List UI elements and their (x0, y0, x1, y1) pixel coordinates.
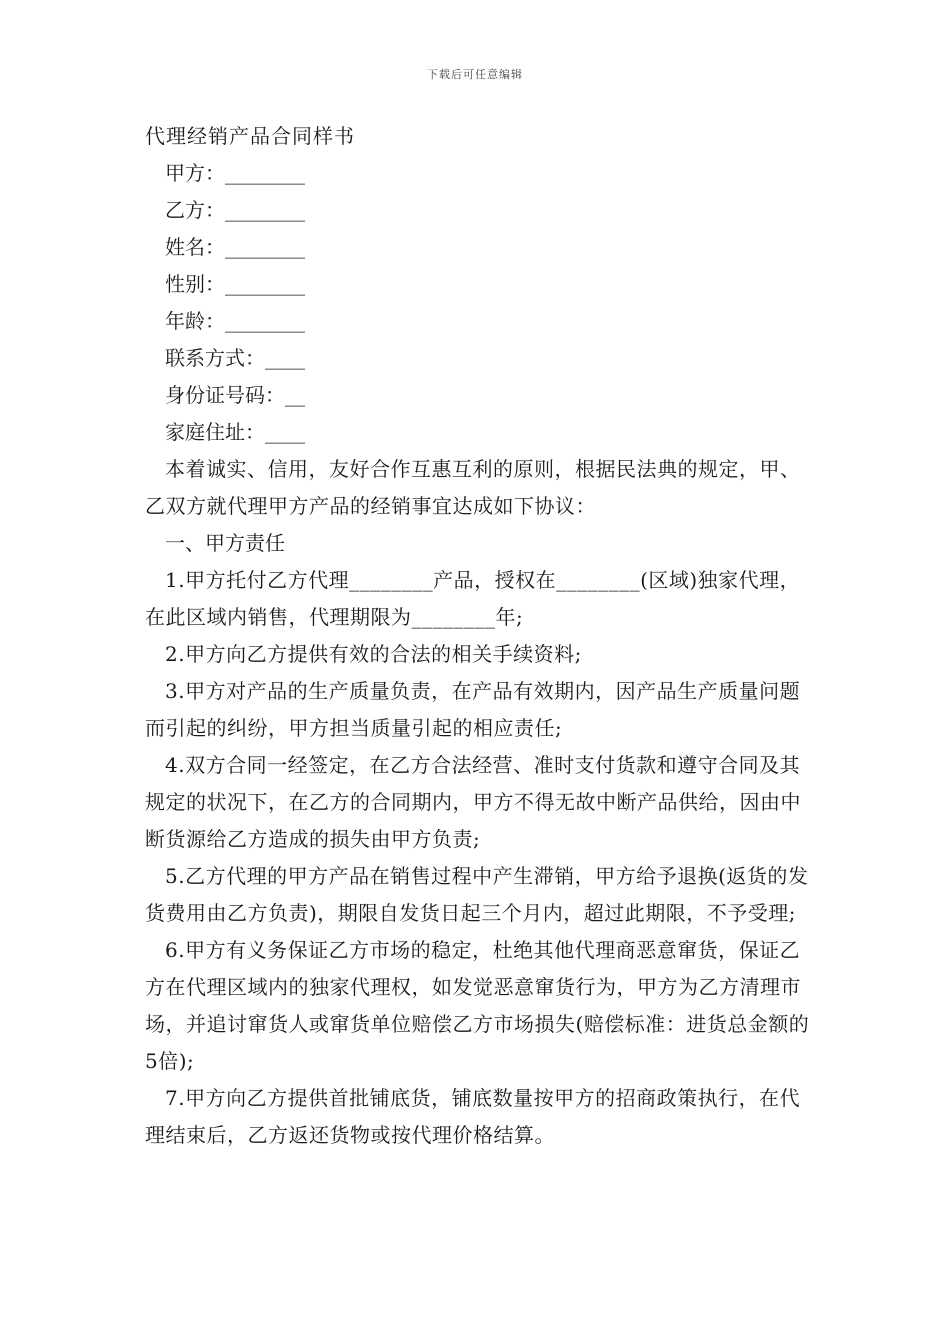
section-heading-party-a-duties: 一、甲方责任 (165, 531, 285, 555)
field-blank: ________ (225, 161, 305, 185)
field-address (145, 414, 810, 451)
field-blank: ____ (265, 420, 305, 444)
page-header-note: 下载后可任意编辑 (427, 68, 523, 81)
document-title: 代理经销产品合同样书 (145, 124, 355, 148)
field-label: 年龄： (165, 309, 225, 333)
document-body (145, 118, 810, 1154)
field-blank: ________ (225, 198, 305, 222)
field-party-b (145, 192, 810, 229)
field-label: 甲方： (165, 161, 225, 185)
clause-1: 1.甲方托付乙方代理________产品，授权在________(区域)独家代理，在此区域内销售，代理期限为________年; (145, 568, 801, 629)
field-blank: __ (285, 383, 305, 407)
field-contact (145, 340, 810, 377)
field-gender (145, 266, 810, 303)
field-age (145, 303, 810, 340)
field-label: 姓名： (165, 235, 225, 259)
field-blank: ________ (225, 235, 305, 259)
clause-2: 2.甲方向乙方提供有效的合法的相关手续资料; (165, 642, 582, 666)
field-label: 联系方式： (165, 346, 265, 370)
field-blank: ________ (225, 309, 305, 333)
clause-4: 4.双方合同一经签定，在乙方合法经营、准时支付货款和遵守合同及其规定的状况下，在乙方的合同期内，甲方不得无故中断产品供给，因由中断货源给乙方造成的损失由甲方负责; (145, 753, 801, 851)
field-label: 性别： (165, 272, 225, 296)
field-label: 乙方： (165, 198, 225, 222)
clause-3: 3.甲方对产品的生产质量负责，在产品有效期内，因产品生产质量问题而引起的纠纷，甲方担当质量引起的相应责任; (145, 679, 801, 740)
field-blank: ________ (225, 272, 305, 296)
field-name (145, 229, 810, 266)
field-blank: ____ (265, 346, 305, 370)
field-label: 家庭住址： (165, 420, 265, 444)
intro-paragraph: 本着诚实、信用，友好合作互惠互利的原则，根据民法典的规定，甲、乙双方就代理甲方产品的经销事宜达成如下协议： (145, 457, 801, 518)
clause-6: 6.甲方有义务保证乙方市场的稳定，杜绝其他代理商恶意窜货，保证乙方在代理区域内的独家代理权，如发觉恶意窜货行为，甲方为乙方清理市场，并追讨窜货人或窜货单位赔偿乙方市场损失(赔偿标准：进货总金额的5倍); (145, 938, 810, 1073)
clause-5: 5.乙方代理的甲方产品在销售过程中产生滞销，甲方给予退换(返货的发货费用由乙方负责)，期限自发货日起三个月内，超过此期限，不予受理; (145, 864, 809, 925)
field-party-a (145, 155, 810, 192)
field-id-number (145, 377, 810, 414)
field-label: 身份证号码： (165, 383, 285, 407)
clause-7: 7.甲方向乙方提供首批铺底货，铺底数量按甲方的招商政策执行，在代理结束后，乙方返还货物或按代理价格结算。 (145, 1086, 801, 1147)
